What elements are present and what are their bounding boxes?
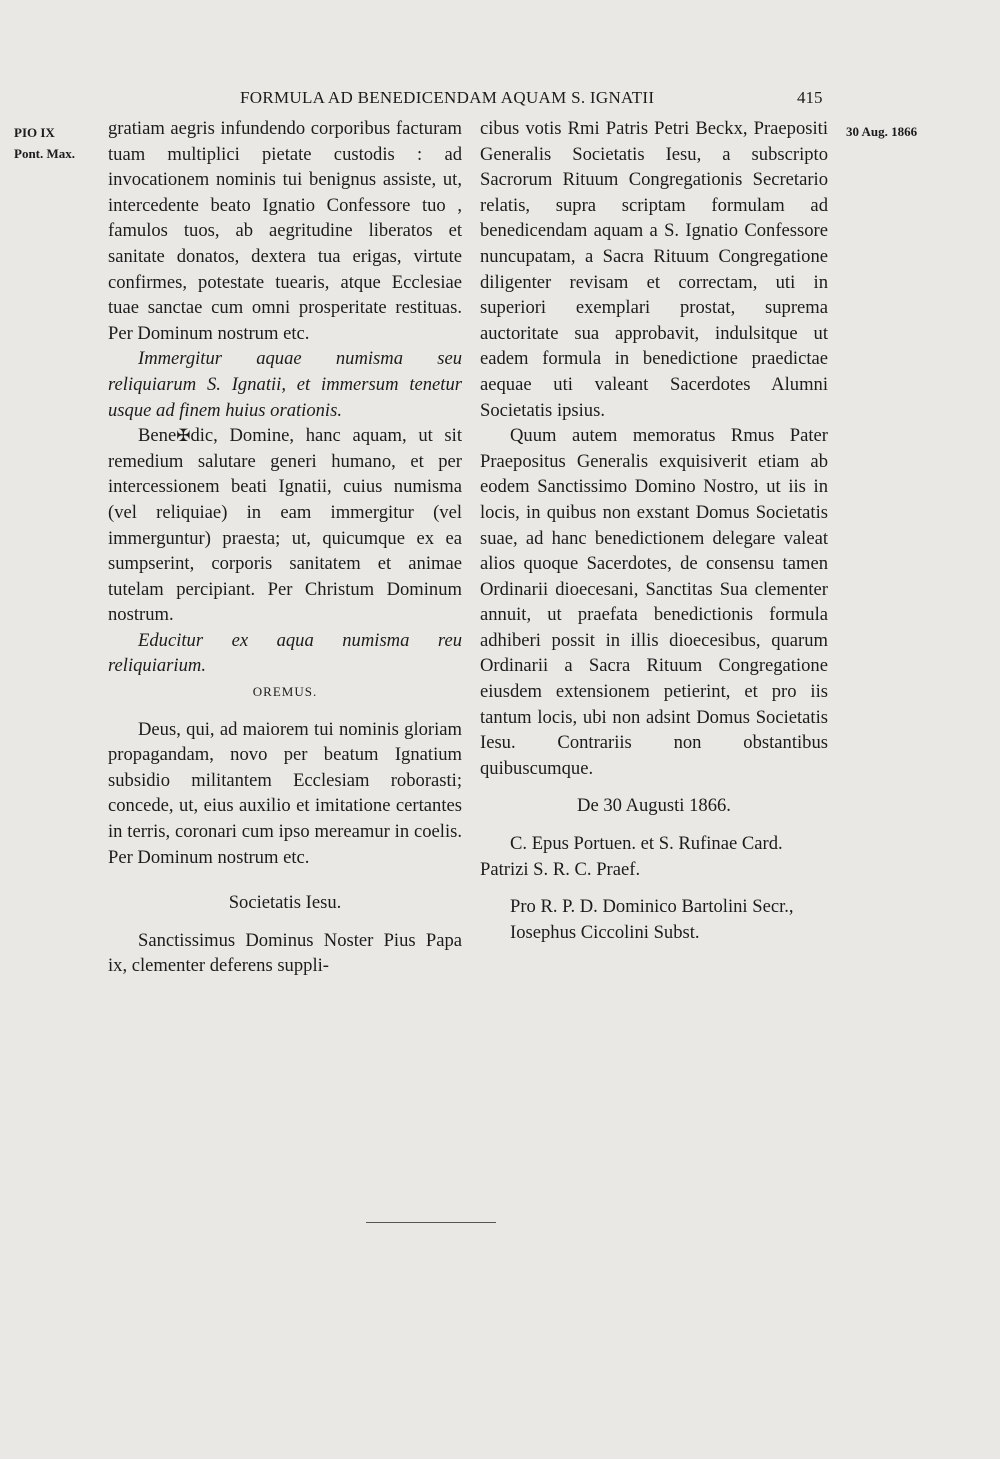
right-margin-date: 30 Aug. 1866 — [846, 124, 918, 139]
decree-date: De 30 Augusti 1866. — [577, 795, 731, 817]
right-column — [480, 116, 828, 945]
oration-paragraph: Deus, qui, ad maiorem tui nominis gloriam propagandam, novo per beatum Ignatium subsidio militantem Ecclesiam roborasti; concede, ut, eius auxilio et imitatione certantes in terris, coronari cum ipso mereamur in coelis. Per Dominum nostrum etc. — [108, 718, 462, 868]
cross-icon: ✠ — [176, 426, 191, 446]
signature-prefect: C. Epus Portuen. et S. Rufinae Card. Patrizi S. R. C. Praef. — [480, 833, 783, 880]
blessing-word-start: Bene — [138, 425, 177, 447]
blessing-text: dic, Domine, hanc aquam, ut sit remedium salutare generi humano, et per intercessionem beati Ignatii, cuius numisma (vel reliquiae) in eam immergitur (vel immerguntur) praesta; ut, quicumque ex ea sumpserint, corporis sanitatem et animae tutelam percipiant. Per Christum Dominum nostrum. — [108, 425, 462, 626]
prayer-continuation: gratiam aegris infundendo corporibus facturam tuam multiplici pietate custodis : ad invocationem nominis tui benignus assiste, ut, intercedente beato Ignatio Confessore tuo , famulos tuos, ab aegritudine liberatos et sanitate donatos, dextera tua erigas, virtute confirmes, potestate tuearis, atque Ecclesiae tuae sanctae cum omni prosperitate restituas. Per Dominum nostrum etc. — [108, 118, 462, 344]
left-column — [108, 116, 462, 979]
rubric-removal: Educitur ex aqua numisma reu reliquiarium. — [108, 629, 462, 677]
blessing-paragraph — [108, 423, 462, 628]
margin-pope-name: PIO IX — [14, 125, 55, 140]
footer-rule — [366, 1222, 496, 1223]
left-margin-note — [14, 122, 98, 164]
society-heading: Societatis Iesu. — [228, 892, 342, 914]
running-header: FORMULA AD BENEDICENDAM AQUAM S. IGNATII — [240, 88, 655, 107]
decree-continuation: cibus votis Rmi Patris Petri Beckx, Praepositi Generalis Societatis Iesu, a subscripto Sacrorum Rituum Congregationis Secretario relatis, supra scriptam formulam ad benedicendam aquam a S. Ignatio Confessore nuncupatam, a Sacra Rituum Congregatione diligenter revisam et correctam, uti in superiori exemplari prostat, suprema auctoritate sua approbavit, indulsitque ut eadem formula in benedictione praedictae aequae uti valeant Sacerdotes Alumni Societatis ipsius. — [480, 118, 828, 421]
decree-start: Sanctissimus Dominus Noster Pius Papa ix, clementer deferens suppli- — [108, 929, 462, 977]
signatures — [480, 831, 828, 945]
decree-extension: Quum autem memoratus Rmus Pater Praepositus Generalis exquisiverit etiam ab eodem Sanctissimo Domino Nostro, ut iis in locis, in quibus non exstant Domus Societatis suae, ad hanc benedictionem delegare valeat alios quoque Sacerdotes, de consensu tamen Ordinarii dioecesani, Sanctitas Sua clementer annuit, ut praefata benedictionis formula adhiberi possit in illis dioecesibus, quarum Ordinarii a Sacra Rituum Congregatione eiusdem extensionem petierint, et pro iis tantum locis, ubi non adsint Domus Societatis Iesu. Contrariis non obstantibus quibuscumque. — [480, 425, 828, 779]
oremus-heading: OREMUS. — [252, 684, 318, 700]
signature-secretary: Pro R. P. D. Dominico Bartolini Secr., — [510, 896, 794, 918]
signature-substitute: Iosephus Ciccolini Subst. — [510, 921, 700, 943]
margin-pope-title: Pont. Max. — [14, 146, 76, 161]
page-number: 415 — [797, 88, 823, 107]
rubric-immersion: Immergitur aquae numisma seu reliquiarum S. Ignatii, et immersum tenetur usque ad finem huius orationis. — [108, 348, 462, 421]
